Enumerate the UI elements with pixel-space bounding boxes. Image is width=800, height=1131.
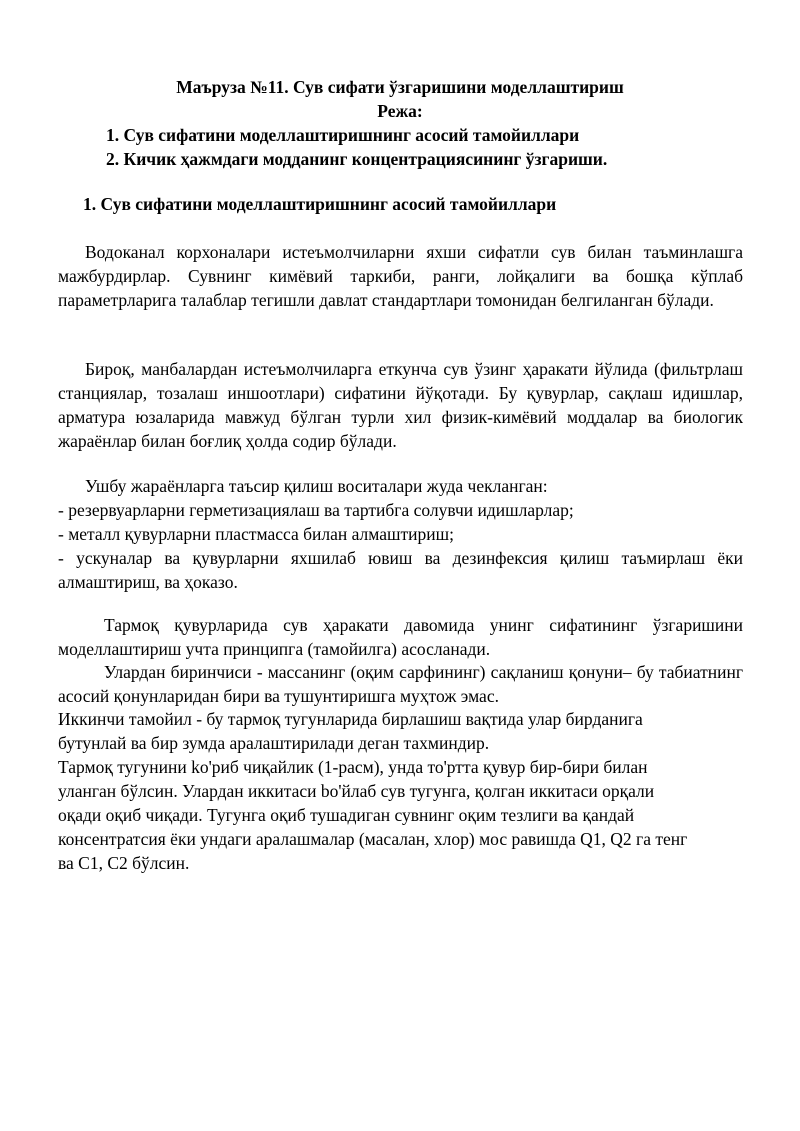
paragraph-6-block <box>58 707 743 875</box>
paragraph-2: Бироқ, манбалардан истеъмолчиларга еткунча сув ўзинг ҳаракати йўлида (фильтрлаш станциялар, тозалаш иншоотлари) сифатини йўқотади. Бу қувурлар, сақлаш идишлар, арматура юзаларида мавжуд бўлган турли хил физик-кимёвий моддалар ва биологик жараёнлар билан боғлиқ ҳолда содир бўлади. <box>58 359 743 451</box>
bullet-item-3: - ускуналар ва қувурларни яхшилаб ювиш ва дезинфексия қилиш таъмирлаш ёки алмаштириш, ва ҳоказо. <box>58 548 743 592</box>
paragraph-6-line-4: уланган бўлсин. Улардан иккитаси bo'йлаб сув тугунга, қолган иккитаси орқали <box>58 781 655 801</box>
paragraph-4: Тармоқ қувурларида сув ҳаракати давомида унинг сифатининг ўзгаришини моделлаштириш учта принципга (тамойилга) асосланади. <box>58 615 743 659</box>
section-heading: 1. Сув сифатини моделлаштиришнинг асосий тамойиллари <box>83 194 557 214</box>
paragraph-5: Улардан биринчиси - массанинг (оқим сарфининг) сақланиш қонуни– бу табиатнинг асосий қонунларидан бири ва тушунтиришга муҳтож эмас. <box>58 662 743 706</box>
document-title: Маъруза №11. Сув сифати ўзгаришини моделлаштириш <box>176 77 624 97</box>
paragraph-6-line-3: Тармоқ тугунини ko'риб чиқайлик (1-расм), унда то'ртта қувур бир-бири билан <box>58 757 648 777</box>
paragraph-3-intro: Ушбу жараёнларга таъсир қилиш воситалари жуда чекланган: <box>85 476 548 496</box>
bullet-item-2: - металл қувурларни пластмасса билан алмаштириш; <box>58 524 454 544</box>
plan-item-2: 2. Кичик ҳажмдаги модданинг концентрациясининг ўзгариши. <box>106 149 608 169</box>
paragraph-6-line-2: бутунлай ва бир зумда аралаштирилади деган тахминдир. <box>58 733 490 753</box>
paragraph-1: Водоканал корхоналари истеъмолчиларни яхши сифатли сув билан таъминлашга мажбурдирлар. Сувнинг кимёвий таркиби, ранги, лойқалиги ва бошқа кўплаб параметрларига талаблар тегишли давлат стандартлари томонидан белгиланган бўлади. <box>58 242 743 310</box>
title-block <box>0 75 800 171</box>
plan-label: Режа: <box>377 101 423 121</box>
plan-item-1: 1. Сув сифатини моделлаштиришнинг асосий тамойиллари <box>106 125 580 145</box>
paragraph-3-block <box>58 474 743 594</box>
paragraph-6-line-7: ва C1, C2 бўлсин. <box>58 853 190 873</box>
paragraph-6-line-6: консентратсия ёки ундаги аралашмалар (масалан, хлор) мос равишда Q1, Q2 га тенг <box>58 829 688 849</box>
paragraph-6-line-5: оқади оқиб чиқади. Тугунга оқиб тушадиган сувнинг оқим тезлиги ва қандай <box>58 805 635 825</box>
paragraph-6-line-1: Иккинчи тамойил - бу тармоқ тугунларида бирлашиш вақтида улар бирданига <box>58 709 643 729</box>
bullet-item-1: - резервуарларни герметизациялаш ва тартибга солувчи идишларлар; <box>58 500 574 520</box>
